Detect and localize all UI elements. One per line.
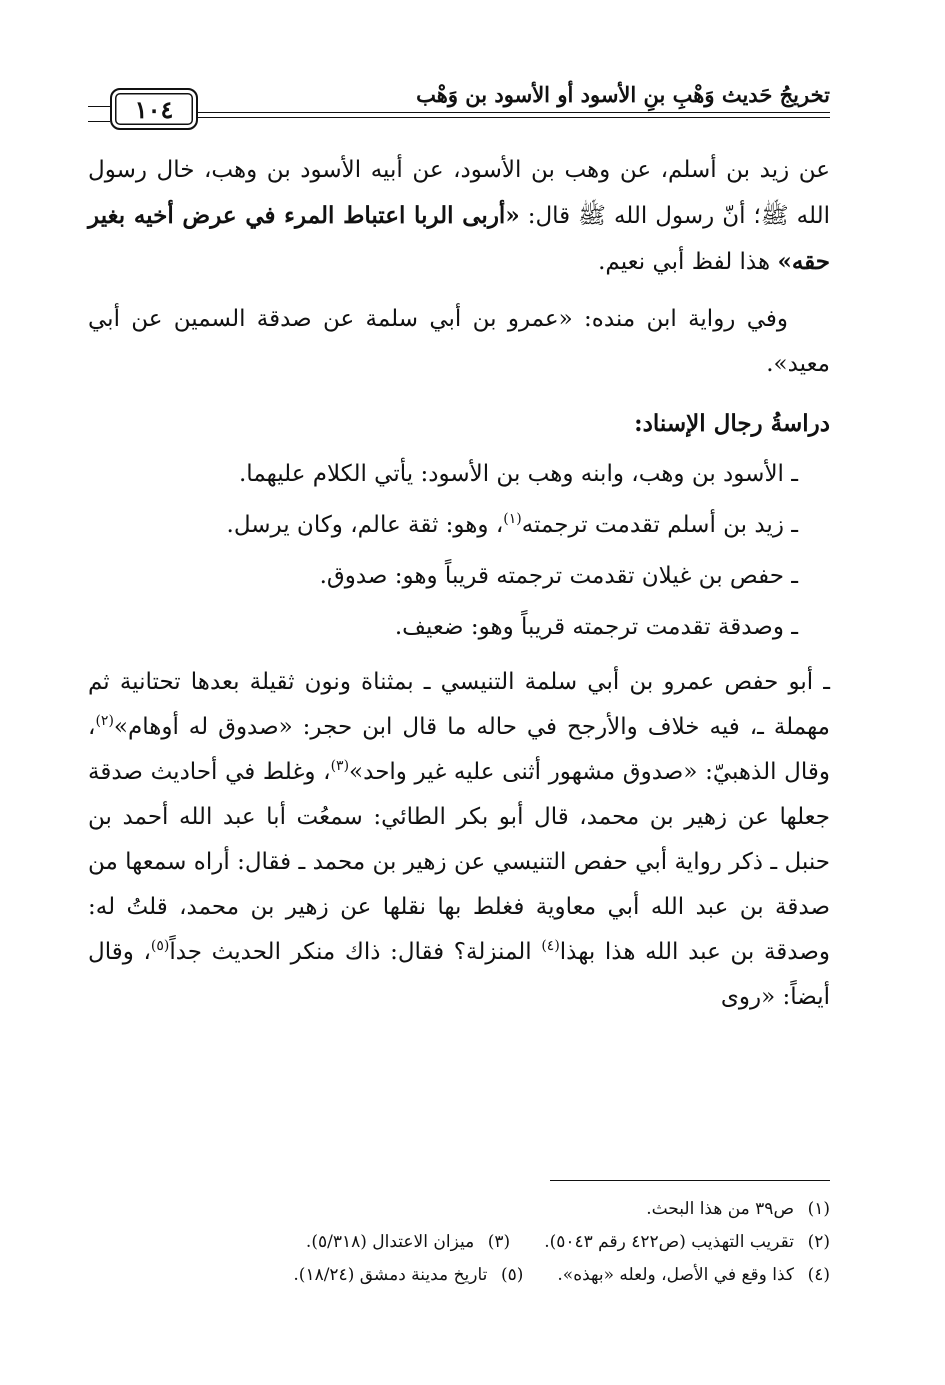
header-rule: [88, 112, 830, 113]
footnote-2-text: تقريب التهذيب (ص٤٢٢ رقم ٥٠٤٣).: [544, 1232, 794, 1252]
narrator-item-hafs: ـ حفص بن غيلان تقدمت ترجمته قريباً وهو: صدوق.: [319, 563, 798, 589]
footnote-ref-2[interactable]: (٢): [95, 713, 114, 729]
footnote-4: [557, 1259, 830, 1292]
footnote-2-number: (٢): [807, 1232, 830, 1252]
hadith-quote: «أربى الربا اعتباط المرء في عرض أخيه بغير حقه»: [88, 202, 830, 275]
footnote-5-number: (٥): [500, 1265, 524, 1285]
header-title: تخريجُ حَديث وَهْبِ بنِ الأسود أو الأسود بن وَهْب: [416, 82, 830, 107]
narrator-item-zayd-tail: ، وهو: ثقة عالم، وكان يرسل.: [226, 512, 504, 538]
narrator-item-aswad: ـ الأسود بن وهب، وابنه وهب بن الأسود: يأتي الكلام عليهما.: [239, 461, 798, 487]
footnote-3-text: ميزان الاعتدال (٥/٣١٨).: [305, 1232, 475, 1252]
abu-hafs-text-1: ـ أبو حفص عمرو بن أبي سلمة التنيسي ـ بمثناة ونون ثقيلة بعدها تحتانية ثم مهملة ـ، فيه خلاف والأرجح في حاله ما قال ابن حجر: «صدوق له أوهام»: [88, 669, 830, 740]
footnote-ref-1[interactable]: (١): [503, 511, 522, 527]
narrator-item-sadaqa: ـ وصدقة تقدمت ترجمته قريباً وهو: ضعيف.: [394, 614, 798, 640]
page-number: ١٠٤: [110, 88, 198, 130]
header-rule-end: [88, 106, 110, 122]
footnote-row-3: [88, 1259, 830, 1292]
footnote-5-text: تاريخ مدينة دمشق (١٨/٢٤).: [293, 1265, 488, 1285]
narrator-item-zayd-text: ـ زيد بن أسلم تقدمت ترجمته: [521, 512, 798, 538]
footnote-3: [306, 1226, 510, 1259]
footnote-2: [544, 1226, 830, 1259]
running-header: [88, 78, 830, 134]
abu-hafs-text-4: المنزلة؟ فقال: ذاك منكر الحديث جداً: [169, 939, 542, 965]
header-rule-double: [88, 117, 830, 118]
footnotes: [88, 1180, 830, 1292]
footnote-rule: [550, 1180, 830, 1181]
footnote-ref-5[interactable]: (٥): [150, 938, 170, 954]
page-body: [88, 78, 830, 1020]
paragraph-abu-hafs: [88, 660, 830, 1020]
section-title: دراسةُ رجال الإسناد:: [634, 410, 830, 437]
abu-hafs-text-5: ، وقال أيضاً: «روى: [88, 939, 830, 1010]
footnote-1-text: ص٣٩ من هذا البحث.: [646, 1199, 794, 1219]
footnote-row-2: [88, 1226, 830, 1259]
footnote-1-number: (١): [807, 1199, 830, 1219]
paragraph-hadith-tail: هذا لفظ أبي نعيم.: [598, 249, 778, 275]
footnote-3-number: (٣): [487, 1232, 511, 1252]
narrator-item-zayd: [88, 503, 830, 548]
abu-hafs-text-3: ، وغلط في أحاديث صدقة جعلها عن زهير بن محمد، قال أبو بكر الطائي: سمعُت أبا عبد الله أحمد بن حنبل ـ ذكر رواية أبي حفص التنيسي عن زهير بن محمد ـ فقال: أراه سمعها من صدقة بن عبد الله أبي معاوية فغلط بها نقلها عن زهير بن محمد، قلتُ له: وصدقة بن عبد الله هذا بهذا: [88, 759, 831, 965]
abu-hafs-text-2: ، وقال الذهبيّ: «صدوق مشهور أثنى عليه غير واحد»: [88, 714, 831, 785]
paragraph-ibn-mandah: وفي رواية ابن منده: «عمرو بن أبي سلمة عن صدقة السمين عن أبي معيد».: [88, 306, 830, 377]
footnote-4-number: (٤): [807, 1265, 830, 1285]
paragraph-hadith-text: عن زيد بن أسلم، عن وهب بن الأسود، عن أبيه الأسود بن وهب، خال رسول الله ﷺ؛ أنّ رسول الله ﷺ قال:: [88, 157, 830, 229]
footnote-1: [646, 1193, 830, 1226]
footnote-4-text: كذا وقع في الأصل، ولعله «بهذه».: [557, 1265, 794, 1285]
footnote-row-1: [88, 1193, 830, 1226]
footnote-5: [293, 1259, 523, 1292]
paragraph-hadith: [88, 148, 830, 285]
footnote-ref-3[interactable]: (٣): [330, 758, 350, 774]
footnote-ref-4[interactable]: (٤): [541, 938, 560, 954]
